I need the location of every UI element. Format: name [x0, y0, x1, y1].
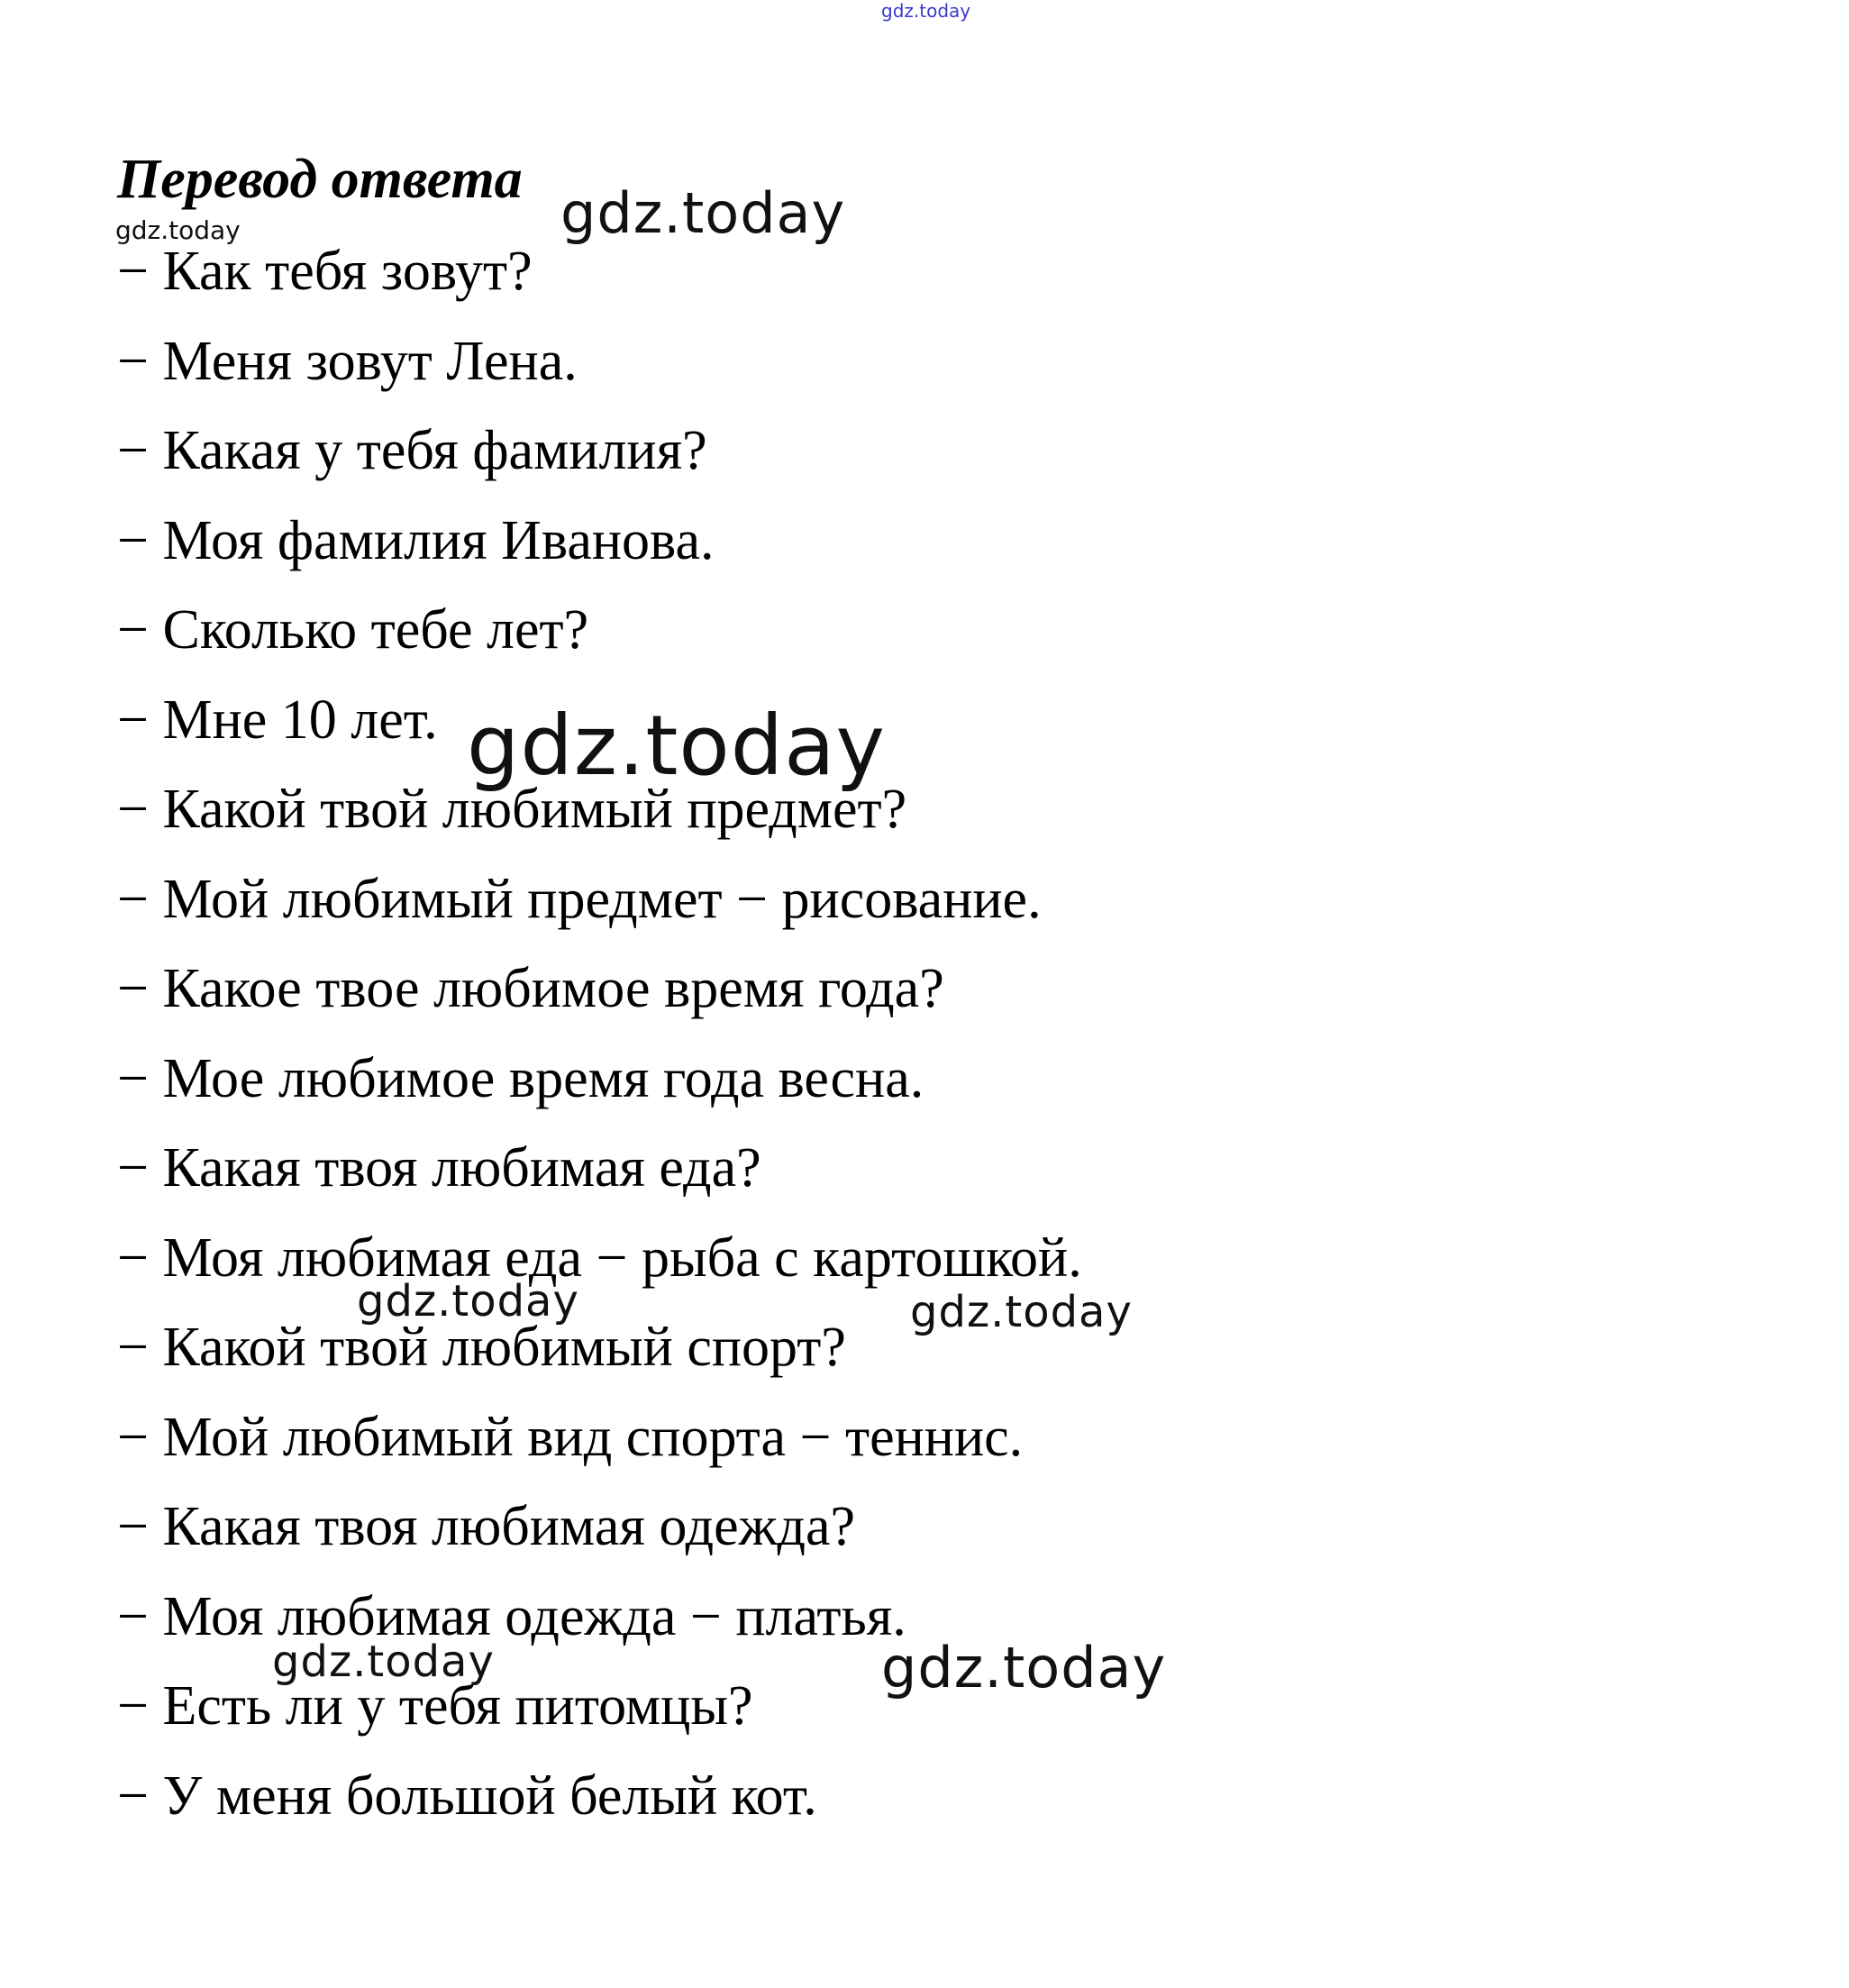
watermark-middle-right: gdz.today [910, 1287, 1133, 1337]
dialogue-line: − Какой твой любимый предмет? [117, 779, 907, 840]
dialogue-line: − Какой твой любимый спорт? [117, 1317, 846, 1378]
dialogue-line: − Какая твоя любимая еда? [117, 1137, 761, 1199]
dialogue-line: − Мне 10 лет. [117, 689, 438, 751]
dialogue-line: − Мой любимый предмет − рисование. [117, 868, 1042, 930]
page-title: Перевод ответа [117, 149, 523, 210]
watermark-large: gdz.today [467, 698, 886, 794]
watermark-under-title: gdz.today [115, 215, 241, 245]
watermark-after-title: gdz.today [560, 180, 846, 246]
dialogue-line: − Моя любимая еда − рыба с картошкой. [117, 1227, 1082, 1289]
dialogue-line: − Меня зовут Лена. [117, 330, 578, 392]
dialogue-line: − Моя любимая одежда − платья. [117, 1585, 906, 1647]
watermark-lower-left: gdz.today [272, 1637, 495, 1687]
dialogue-line: − Какое твое любимое время года? [117, 958, 944, 1019]
dialogue-line: − Сколько тебе лет? [117, 599, 589, 661]
watermark-lower-right: gdz.today [881, 1635, 1167, 1701]
dialogue-line: − Моя фамилия Иванова. [117, 509, 715, 571]
dialogue-line: − Как тебя зовут? [117, 241, 533, 302]
watermark-middle-left: gdz.today [357, 1276, 579, 1327]
dialogue-line: − Какая твоя любимая одежда? [117, 1496, 856, 1557]
dialogue-line: − У меня большой белый кот. [117, 1765, 817, 1827]
dialogue-line: − Какая у тебя фамилия? [117, 420, 707, 481]
watermark-top: gdz.today [881, 0, 971, 22]
dialogue-line: − Есть ли у тебя питомцы? [117, 1675, 753, 1737]
dialogue-line: − Мое любимое время года весна. [117, 1047, 924, 1109]
dialogue-list [117, 243, 1082, 1857]
dialogue-line: − Мой любимый вид спорта − теннис. [117, 1406, 1024, 1468]
